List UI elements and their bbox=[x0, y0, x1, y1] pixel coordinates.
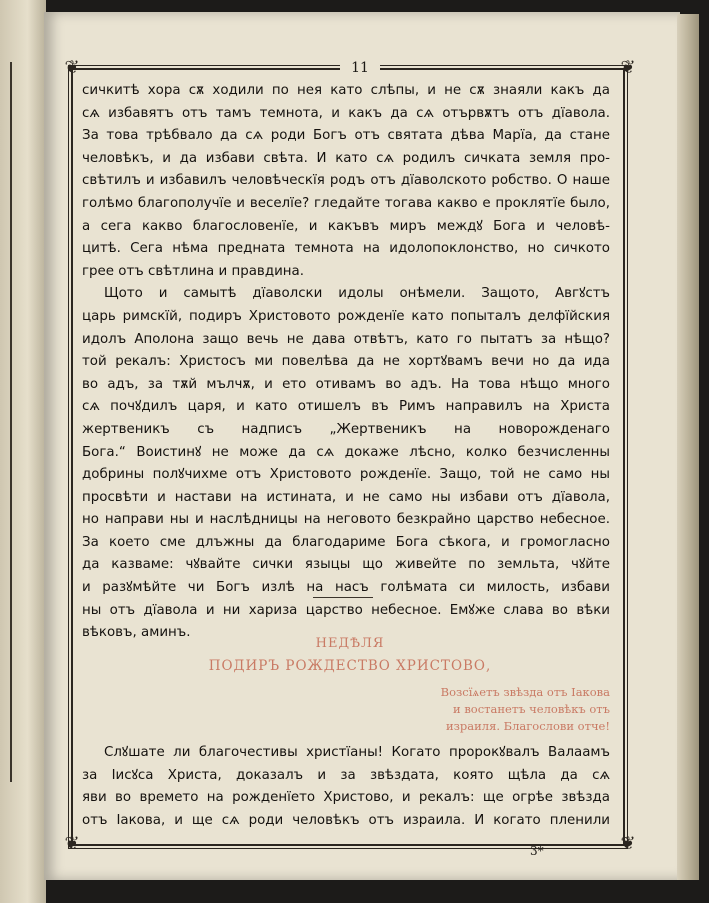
text-line: а сега какво благословенїе, и какъвъ миръ междꙋ Бога и человѣ- bbox=[82, 218, 610, 234]
text-line: Бога.“ Воистинꙋ не може да сѧ докаже лѣсно, колко безчисленны bbox=[82, 444, 610, 460]
text-line: добрины полꙋчихме отъ Христовото рожденїе. Защо, той не само ны bbox=[82, 467, 610, 483]
text-line: идолъ Аполона защо вечь не дава отвѣтъ, като го пытатъ за нѣщо? bbox=[82, 331, 610, 347]
paragraph-2 bbox=[82, 283, 610, 645]
sermon-text-block bbox=[82, 742, 610, 832]
text-line: голѣмо благополучїе и веселїе? гледайте тогава какво е проклятїе было, bbox=[82, 195, 610, 211]
ornament-corner-icon: ❦ bbox=[620, 57, 636, 78]
text-line: яви во времето на рожденїето Христово, и рекалъ: ще огрѣе звѣзда bbox=[82, 790, 610, 806]
text-line: просвѣти и настави на истината, и не само ны избави отъ дїавола, bbox=[82, 489, 610, 505]
text-line: человѣкъ, и да избави свѣта. И като сѧ родилъ сичката земля про- bbox=[82, 150, 610, 166]
epigraph-line: Возсїѧетъ звѣзда отъ Іакова bbox=[440, 685, 610, 699]
text-line: но направи ны и наслѣдницы на неговото безкрайно царство небесное. bbox=[82, 512, 610, 528]
text-line: вѣковъ, аминъ. bbox=[82, 625, 191, 641]
book-spine bbox=[0, 0, 46, 903]
ornament-corner-icon: ❦ bbox=[620, 833, 636, 854]
text-line: царь римскїй, подиръ Христовото рожденїе като попыталъ делфїйския bbox=[82, 308, 610, 324]
ornament-corner-icon: ❦ bbox=[64, 57, 80, 78]
main-text-block bbox=[82, 80, 610, 645]
text-line: той рекалъ: Христосъ ми повелѣва да не хортꙋвамъ вечи но да ида bbox=[82, 354, 610, 370]
epigraph-line: и востанетъ человѣкъ отъ bbox=[453, 702, 610, 716]
text-line: За това трѣбвало да сѧ роди Богъ отъ святата дѣва Марїа, да стане bbox=[82, 128, 610, 144]
text-line: жертвеникъ съ надписъ „Жертвеникъ на новорожденаго bbox=[82, 421, 610, 437]
signature-mark: 3* bbox=[530, 844, 544, 858]
text-line: за Іисꙋса Христа, доказалъ и за звѣздата, която щѣла да сѧ bbox=[82, 767, 610, 783]
text-line: сѧ почꙋдилъ царя, и като отишелъ въ Римъ направилъ на Христа bbox=[82, 399, 610, 415]
ornament-corner-icon: ❦ bbox=[64, 833, 80, 854]
section-divider bbox=[313, 597, 373, 598]
text-line: отъ Іакова, и ще сѧ роди человѣкъ отъ израила. И когато пленили bbox=[82, 812, 610, 828]
section-subheading: ПОДИРЪ РОЖДЕСТВО ХРИСТОВО, bbox=[208, 658, 492, 674]
epigraph-line: израиля. Благослови отче! bbox=[445, 719, 610, 733]
text-line: да казваме: чꙋвайте сички языцы що живейте по земльта, чꙋйте bbox=[82, 557, 610, 573]
text-line: сичкитѣ хора сѫ ходили по нея като слѣпы, и не сѫ знаяли какъ да bbox=[82, 83, 610, 98]
page-number: 11 bbox=[340, 60, 380, 76]
text-line: За което сме длъжны да благодариме Бога сѣкога, и громогласно bbox=[82, 534, 610, 550]
text-line: цитѣ. Сега нѣма предната темнота на идолопоклонство, но сичкото bbox=[82, 241, 610, 257]
page-edge-stack bbox=[677, 14, 699, 880]
text-line: Слꙋшате ли благочестивы христїаны! Когато пророкꙋвалъ Валаамъ bbox=[104, 745, 610, 760]
previous-page-frame-edge bbox=[0, 62, 12, 782]
section-heading: НЕДѢЛЯ bbox=[315, 636, 385, 651]
text-line: во адъ, за тѫй мълчѫ, и ето отивамъ во адъ. На това нѣщо много bbox=[82, 376, 610, 392]
text-line: грее отъ свѣтлина и правдина. bbox=[82, 263, 304, 279]
text-line: сѧ избавятъ отъ тамъ темнота, и какъ да сѧ отървѫтъ отъ дїавола. bbox=[82, 105, 610, 121]
text-line: ны отъ дїавола и ни хариза царство небесное. Емꙋже слава во вѣки bbox=[82, 602, 610, 618]
text-line: и разꙋмѣйте чи Богъ излѣ на насъ голѣмата си милость, избави bbox=[82, 580, 610, 596]
paragraph-1 bbox=[82, 80, 610, 283]
epigraph bbox=[390, 684, 610, 735]
text-line: Щото и самытѣ дїаволски идолы онѣмели. Защото, Авгꙋстъ bbox=[104, 286, 610, 302]
text-line: свѣтилъ и избавилъ человѣческїя родъ отъ дїаволското робство. О наше bbox=[82, 173, 610, 189]
